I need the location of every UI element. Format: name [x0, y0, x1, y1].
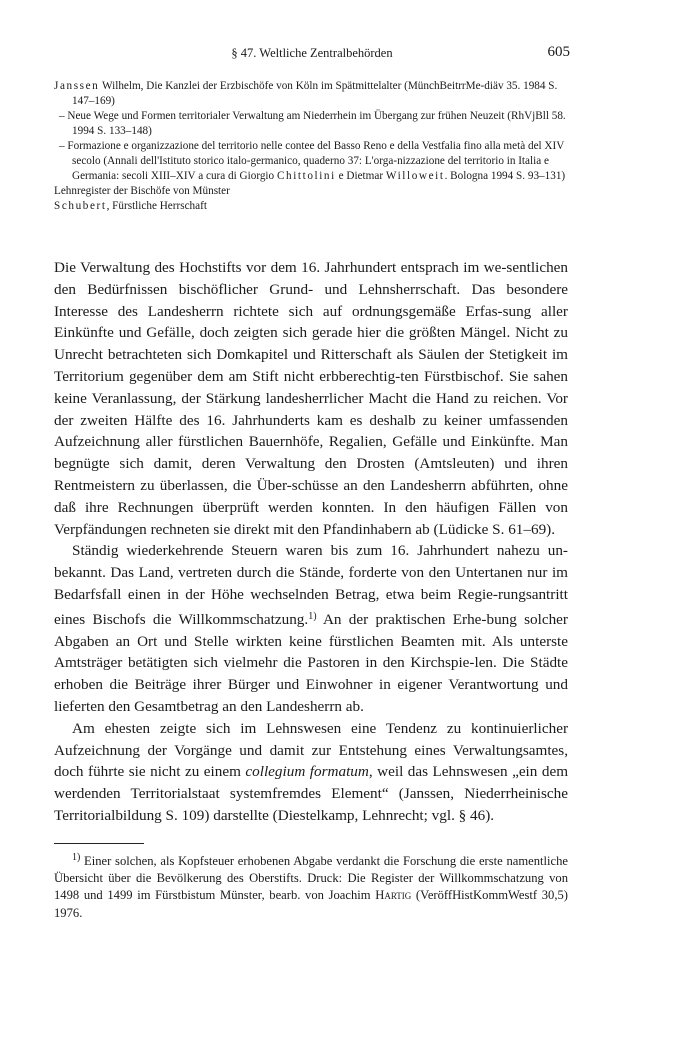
bib-entry	[54, 79, 570, 109]
footnote	[54, 849, 568, 922]
bib-text: Lehnregister der Bischöfe von Münster	[54, 185, 230, 197]
footnote-divider	[54, 843, 144, 844]
paragraph-text: , weil das Lehnswesen „ein dem werdenden Territorialstaat systemfremdes Element“ (Janssen, Niederrheinische Territorialbildung S. 109) darstellte (Diestelkamp, Lehnrecht; vgl. § 46).	[54, 763, 569, 824]
bib-text: , Fürstliche Herrschaft	[106, 200, 207, 212]
paragraph	[54, 540, 568, 717]
bib-text: e Dietmar	[335, 170, 386, 182]
paragraph: Die Verwaltung des Hochstifts vor dem 16. Jahrhundert entsprach im we-sentlichen den Bedürfnissen bischöflicher Grund- und Lehnsherrschaft. Das besondere Interesse des Landesherrn richtete sich auf ordnungsgemäße Erfas-sung aller Einkünfte und Gefälle, doch zeigten sich gerade hier die größten Mängel. Nicht zu Unrecht betrachteten sich Domkapitel und Ritterschaft als Säulen der Stetigkeit im Territorium gegenüber dem am Stift nicht erbberechtig-ten Fürstbischof. Sie sahen keine Veranlassung, der Stärkung landesherrlicher Macht die Hand zu reichen. Vor der zweiten Hälfte des 16. Jahrhunderts kam es deshalb zu keiner umfassenden Aufzeichnung aller fürstlichen Bauernhöfe, Regalien, Gefälle und Einkünfte. Man begnügte sich damit, deren Verwaltung den Drosten (Amtsleuten) und ihren Rentmeistern zu überlassen, die Über-schüsse an den Landesherrn abführten, ohne daß ihre Rechnungen überprüft werden konnten. In den häufigen Fällen von Verpfändungen rechneten sie direkt mit den Pfandinhabern ab (Lüdicke S. 61–69).	[54, 259, 568, 538]
page-header	[54, 44, 570, 64]
footnote-text: (VeröffHistKommWestf 30,5) 1976.	[54, 888, 568, 920]
footnote-author: Hartig	[375, 888, 412, 903]
paragraph	[54, 718, 568, 827]
bib-entry	[54, 139, 570, 184]
paragraph-text: Ständig wiederkehrende Steuern waren bis zum 16. Jahrhundert nahezu un-bekannt. Das Land, vertreten durch die Stände, forderte von den Untertanen nur im Bedarfsfall einen in der Höhe wechselnden Betrag, etwa beim Regie-rungsantritt eines Bischofs die Willkommschatzung.	[54, 542, 568, 628]
bib-editor: Willoweit	[385, 170, 445, 182]
paragraph-text: An der praktischen Erhe-bung solcher Abgaben an Ort und Stelle wirkten keine fürstlichen Beamten mit. Als unterste Amtsträger betätigten sich vielmehr die Pastoren in den Kirchspie-len. Die Städte erhoben die Beiträge ihrer Bürger und Einwohner in eigener Verantwortung und lieferten den Gesamtbetrag an den Landesherrn ab.	[54, 610, 568, 715]
bib-author: Janssen	[54, 80, 100, 92]
bib-editor: Chittolini	[276, 170, 336, 182]
bibliography	[54, 79, 570, 214]
page-number: 605	[547, 44, 570, 60]
bib-text: – Neue Wege und Formen territorialer Verwaltung am Niederrhein im Übergang zur frühen Neuzeit (RhVjBll 58. 1994 S. 133–148)	[59, 110, 566, 137]
bib-entry	[54, 199, 570, 214]
bib-entry	[54, 184, 570, 199]
bib-text: . Bologna 1994 S. 93–131)	[444, 170, 566, 182]
bib-text: Wilhelm, Die Kanzlei der Erzbischöfe von Köln im Spätmittelalter (MünchBeitrrMe-diäv 35. 1984 S. 147–169)	[72, 80, 558, 107]
main-text	[54, 257, 568, 827]
bib-entry	[54, 109, 570, 139]
bib-text: – Formazione e organizzazione del territorio nelle contee del Basso Reno e della Vestfalia fino alla metà del XIV secolo (Annali dell'Istituto storico italo-germanico, quaderno 37: L'orga-nizzazione del territorio in Italia e Germania: secoli XIII–XIV a cura di Giorgio	[59, 140, 565, 182]
footnote-marker: 1)	[72, 852, 81, 863]
running-head: § 47. Weltliche Zentralbehörden	[231, 46, 393, 60]
italic-term: collegium formatum	[245, 763, 369, 781]
footnote-reference[interactable]: 1)	[308, 610, 317, 622]
bib-author: Schubert	[54, 200, 107, 212]
footnote-text: Einer solchen, als Kopfsteuer erhobenen Abgabe verdankt die Forschung die erste namentliche Übersicht über die Bevölkerung des Oberstifts. Druck: Die Register der Willkommschatzung von 1498 und 1499 im Fürstbistum Münster, bearb. von Joachim	[54, 854, 568, 903]
paragraph-text: Am ehesten zeigte sich im Lehnswesen eine Tendenz zu kontinuierlicher Aufzeichnung der Vorgänge und damit zur Entstehung eines Verwaltungsamtes, doch führte sie nicht zu einem	[54, 719, 568, 781]
